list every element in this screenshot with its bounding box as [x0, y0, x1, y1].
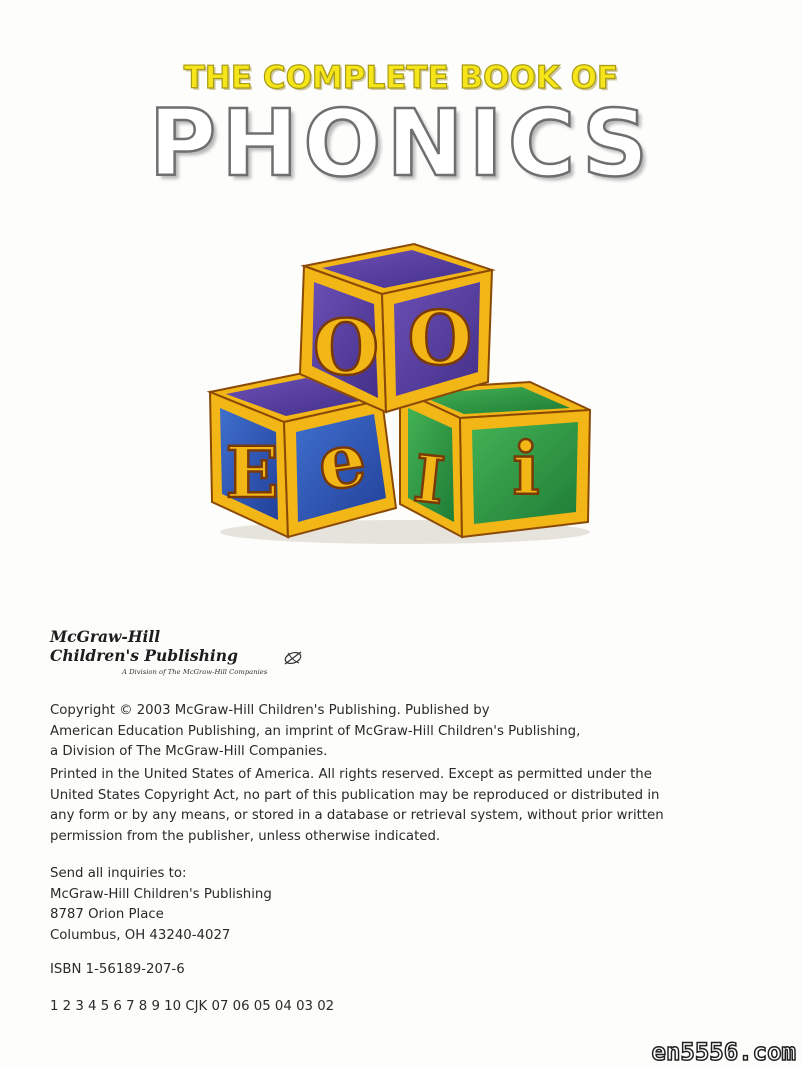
block-letter-O-left: O — [312, 303, 380, 392]
rights-line: Printed in the United States of America. All rights reserved. Except as permitted under the — [50, 767, 652, 782]
rights-line: United States Copyright Act, no part of this publication may be reproduced or distributed in — [50, 787, 660, 803]
book-title: PHONICS — [148, 90, 654, 197]
alphabet-blocks-illustration — [200, 232, 600, 552]
rights-line: permission from the publisher, unless otherwise indicated. — [50, 828, 441, 844]
copyright-line: Copyright © 2003 McGraw-Hill Children's Publishing. Published by — [50, 703, 490, 718]
inquiries-line: Columbus, OH 43240-4027 — [50, 927, 231, 943]
inquiries-line: Send all inquiries to: — [50, 866, 187, 881]
isbn — [50, 960, 750, 981]
copyright-line: American Education Publishing, an imprint of McGraw-Hill Children's Publishing, — [50, 723, 581, 739]
block-letter-E: E — [225, 431, 279, 514]
block-i — [400, 382, 590, 537]
block-letter-e: e — [312, 416, 372, 508]
printing-line-text: 1 2 3 4 5 6 7 8 9 10 CJK 07 06 05 04 03 02 — [50, 999, 335, 1014]
inquiries-line: McGraw-Hill Children's Publishing — [50, 886, 272, 902]
rights-notice — [50, 765, 750, 847]
block-letter-I: I — [410, 441, 448, 520]
block-letter-O-right: O — [407, 296, 473, 382]
mcgraw-hill-logo-icon — [282, 649, 304, 667]
copyright-notice — [50, 701, 750, 763]
isbn-text: ISBN 1-56189-207-6 — [50, 962, 185, 977]
printing-line — [50, 997, 750, 1018]
book-supertitle: THE COMPLETE BOOK OF — [183, 60, 619, 96]
copyright-line: a Division of The McGraw-Hill Companies. — [50, 744, 328, 759]
site-watermark: en5556.com — [651, 1038, 796, 1066]
block-letter-i: i — [512, 426, 540, 511]
inquiries-line: 8787 Orion Place — [50, 907, 164, 922]
publisher-division: A Division of The McGraw-Hill Companies — [122, 668, 268, 676]
block-o — [300, 244, 492, 412]
publisher-logo-block — [50, 627, 267, 676]
rights-line: any form or by any means, or stored in a database or retrieval system, without prior written — [50, 808, 664, 823]
inquiries-address — [50, 864, 750, 946]
publisher-name-line2: Children's Publishing — [50, 646, 238, 665]
publisher-name-line1: McGraw-Hill — [50, 627, 161, 646]
